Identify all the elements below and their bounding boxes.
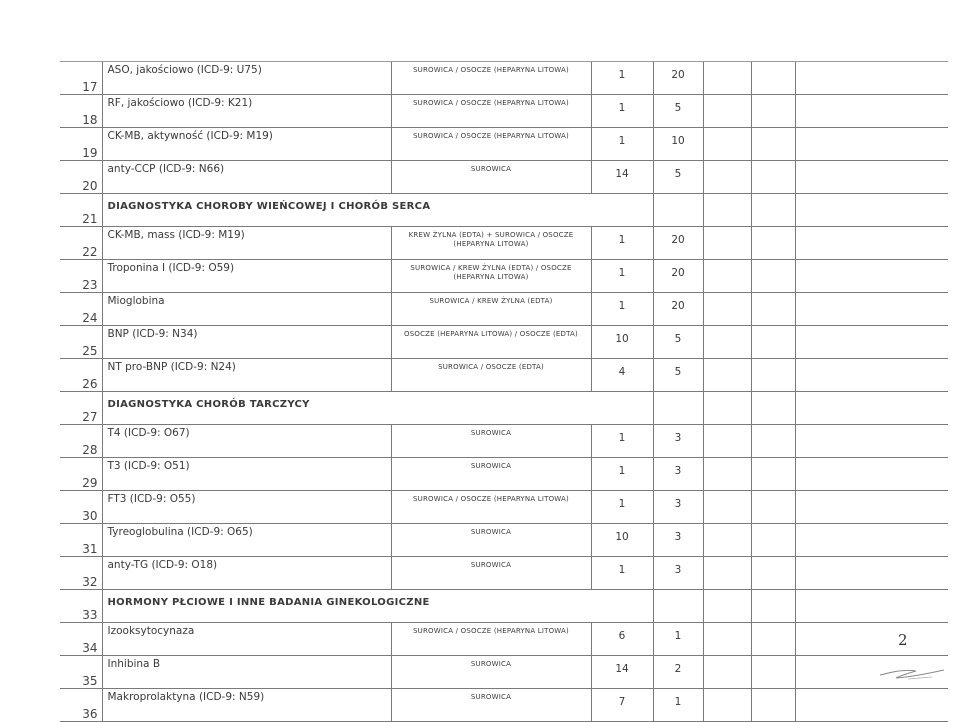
- empty-cell: [703, 656, 751, 689]
- value-quantity: 3: [653, 524, 703, 557]
- table-row: [60, 95, 948, 128]
- value-days: 1: [591, 260, 653, 293]
- test-name: T4 (ICD-9: O67): [102, 425, 391, 458]
- table-row: [60, 293, 948, 326]
- empty-cell: [591, 392, 653, 425]
- sample-material: SUROWICA: [391, 458, 591, 491]
- sample-material: SUROWICA / OSOCZE (HEPARYNA LITOWA): [391, 62, 591, 95]
- empty-cell: [795, 425, 948, 458]
- empty-cell: [591, 194, 653, 227]
- table-row: [60, 260, 948, 293]
- empty-cell: [703, 260, 751, 293]
- empty-cell: [751, 458, 795, 491]
- table-row: [60, 689, 948, 722]
- table-row: [60, 458, 948, 491]
- empty-cell: [751, 491, 795, 524]
- empty-cell: [703, 326, 751, 359]
- empty-cell: [703, 458, 751, 491]
- test-name: anty-CCP (ICD-9: N66): [102, 161, 391, 194]
- sample-material: SUROWICA / OSOCZE (EDTA): [391, 359, 591, 392]
- empty-cell: [751, 359, 795, 392]
- test-name: BNP (ICD-9: N34): [102, 326, 391, 359]
- test-name: Makroprolaktyna (ICD-9: N59): [102, 689, 391, 722]
- empty-cell: [703, 392, 751, 425]
- value-quantity: 1: [653, 689, 703, 722]
- empty-cell: [795, 557, 948, 590]
- empty-cell: [751, 524, 795, 557]
- empty-cell: [795, 458, 948, 491]
- sample-material: SUROWICA: [391, 656, 591, 689]
- value-quantity: 5: [653, 326, 703, 359]
- value-days: 4: [591, 359, 653, 392]
- empty-cell: [751, 326, 795, 359]
- empty-cell: [751, 293, 795, 326]
- empty-cell: [703, 491, 751, 524]
- value-days: 7: [591, 689, 653, 722]
- row-number: 28: [60, 425, 102, 458]
- empty-cell: [795, 392, 948, 425]
- empty-cell: [751, 689, 795, 722]
- row-number: 35: [60, 656, 102, 689]
- table-row: [60, 62, 948, 95]
- table-row: [60, 623, 948, 656]
- empty-cell: [703, 557, 751, 590]
- table-row: [60, 161, 948, 194]
- test-name: T3 (ICD-9: O51): [102, 458, 391, 491]
- value-days: 1: [591, 425, 653, 458]
- value-quantity: 2: [653, 656, 703, 689]
- row-number: 36: [60, 689, 102, 722]
- empty-cell: [703, 524, 751, 557]
- empty-cell: [795, 590, 948, 623]
- section-title: HORMONY PŁCIOWE I INNE BADANIA GINEKOLOGICZNE: [102, 590, 591, 623]
- sample-material: OSOCZE (HEPARYNA LITOWA) / OSOCZE (EDTA): [391, 326, 591, 359]
- value-quantity: 10: [653, 128, 703, 161]
- sample-material: SUROWICA / KREW ŻYLNA (EDTA) / OSOCZE (HEPARYNA LITOWA): [391, 260, 591, 293]
- empty-cell: [703, 227, 751, 260]
- test-name: Mioglobina: [102, 293, 391, 326]
- value-days: 1: [591, 62, 653, 95]
- row-number: 26: [60, 359, 102, 392]
- empty-cell: [751, 260, 795, 293]
- empty-cell: [703, 689, 751, 722]
- value-days: 6: [591, 623, 653, 656]
- empty-cell: [703, 359, 751, 392]
- value-days: 1: [591, 491, 653, 524]
- empty-cell: [795, 623, 948, 656]
- row-number: 25: [60, 326, 102, 359]
- value-quantity: 3: [653, 425, 703, 458]
- sample-material: SUROWICA: [391, 689, 591, 722]
- sample-material: SUROWICA: [391, 524, 591, 557]
- test-name: Inhibina B: [102, 656, 391, 689]
- empty-cell: [795, 326, 948, 359]
- sample-material: SUROWICA / OSOCZE (HEPARYNA LITOWA): [391, 491, 591, 524]
- empty-cell: [795, 227, 948, 260]
- test-name: NT pro-BNP (ICD-9: N24): [102, 359, 391, 392]
- row-number: 34: [60, 623, 102, 656]
- sample-material: SUROWICA / OSOCZE (HEPARYNA LITOWA): [391, 128, 591, 161]
- value-days: 1: [591, 128, 653, 161]
- empty-cell: [795, 260, 948, 293]
- table-row: [60, 227, 948, 260]
- value-days: 1: [591, 458, 653, 491]
- value-days: 1: [591, 95, 653, 128]
- test-name: CK-MB, mass (ICD-9: M19): [102, 227, 391, 260]
- sample-material: SUROWICA: [391, 557, 591, 590]
- value-quantity: 3: [653, 491, 703, 524]
- empty-cell: [795, 293, 948, 326]
- value-quantity: 20: [653, 227, 703, 260]
- row-number: 24: [60, 293, 102, 326]
- section-header-row: [60, 590, 948, 623]
- empty-cell: [703, 590, 751, 623]
- empty-cell: [795, 128, 948, 161]
- row-number: 31: [60, 524, 102, 557]
- value-quantity: 20: [653, 260, 703, 293]
- value-quantity: 5: [653, 359, 703, 392]
- sample-material: SUROWICA / KREW ŻYLNA (EDTA): [391, 293, 591, 326]
- row-number: 22: [60, 227, 102, 260]
- section-title: DIAGNOSTYKA CHOROBY WIEŃCOWEJ I CHORÓB SERCA: [102, 194, 591, 227]
- value-quantity: 3: [653, 557, 703, 590]
- value-days: 1: [591, 227, 653, 260]
- table-row: [60, 491, 948, 524]
- empty-cell: [703, 128, 751, 161]
- value-days: 14: [591, 161, 653, 194]
- empty-cell: [751, 656, 795, 689]
- empty-cell: [795, 95, 948, 128]
- row-number: 29: [60, 458, 102, 491]
- empty-cell: [751, 590, 795, 623]
- value-quantity: 20: [653, 293, 703, 326]
- empty-cell: [795, 194, 948, 227]
- empty-cell: [751, 425, 795, 458]
- value-days: 1: [591, 557, 653, 590]
- row-number: 18: [60, 95, 102, 128]
- empty-cell: [795, 491, 948, 524]
- test-name: CK-MB, aktywność (ICD-9: M19): [102, 128, 391, 161]
- test-name: Tyreoglobulina (ICD-9: O65): [102, 524, 391, 557]
- value-quantity: 5: [653, 161, 703, 194]
- empty-cell: [795, 161, 948, 194]
- empty-cell: [751, 557, 795, 590]
- section-header-row: [60, 392, 948, 425]
- sample-material: SUROWICA / OSOCZE (HEPARYNA LITOWA): [391, 623, 591, 656]
- row-number: 21: [60, 194, 102, 227]
- empty-cell: [751, 128, 795, 161]
- row-number: 19: [60, 128, 102, 161]
- test-name: RF, jakościowo (ICD-9: K21): [102, 95, 391, 128]
- sample-material: KREW ŻYLNA (EDTA) + SUROWICA / OSOCZE (HEPARYNA LITOWA): [391, 227, 591, 260]
- empty-cell: [703, 623, 751, 656]
- empty-cell: [751, 161, 795, 194]
- sample-material: SUROWICA / OSOCZE (HEPARYNA LITOWA): [391, 95, 591, 128]
- value-quantity: 3: [653, 458, 703, 491]
- empty-cell: [653, 590, 703, 623]
- empty-cell: [703, 293, 751, 326]
- table-row: [60, 524, 948, 557]
- empty-cell: [795, 524, 948, 557]
- value-days: 10: [591, 524, 653, 557]
- table-row: [60, 359, 948, 392]
- table-row: [60, 128, 948, 161]
- section-title: DIAGNOSTYKA CHORÓB TARCZYCY: [102, 392, 591, 425]
- empty-cell: [751, 392, 795, 425]
- row-number: 23: [60, 260, 102, 293]
- empty-cell: [653, 194, 703, 227]
- empty-cell: [751, 62, 795, 95]
- table-row: [60, 425, 948, 458]
- table-row: [60, 557, 948, 590]
- signature-mark: [878, 660, 948, 682]
- row-number: 32: [60, 557, 102, 590]
- empty-cell: [703, 194, 751, 227]
- test-name: FT3 (ICD-9: O55): [102, 491, 391, 524]
- empty-cell: [751, 194, 795, 227]
- sample-material: SUROWICA: [391, 161, 591, 194]
- test-name: anty-TG (ICD-9: O18): [102, 557, 391, 590]
- empty-cell: [703, 161, 751, 194]
- test-name: Izooksytocynaza: [102, 623, 391, 656]
- lab-tests-table: [60, 61, 948, 722]
- sample-material: SUROWICA: [391, 425, 591, 458]
- empty-cell: [703, 95, 751, 128]
- empty-cell: [703, 62, 751, 95]
- value-quantity: 20: [653, 62, 703, 95]
- section-header-row: [60, 194, 948, 227]
- value-days: 10: [591, 326, 653, 359]
- empty-cell: [751, 623, 795, 656]
- row-number: 20: [60, 161, 102, 194]
- empty-cell: [751, 95, 795, 128]
- empty-cell: [703, 425, 751, 458]
- empty-cell: [795, 359, 948, 392]
- value-days: 1: [591, 293, 653, 326]
- value-days: 14: [591, 656, 653, 689]
- row-number: 27: [60, 392, 102, 425]
- test-name: Troponina I (ICD-9: O59): [102, 260, 391, 293]
- table-row: [60, 656, 948, 689]
- empty-cell: [795, 689, 948, 722]
- empty-cell: [653, 392, 703, 425]
- empty-cell: [751, 227, 795, 260]
- row-number: 30: [60, 491, 102, 524]
- empty-cell: [591, 590, 653, 623]
- page-number: 2: [898, 631, 908, 649]
- empty-cell: [795, 62, 948, 95]
- test-name: ASO, jakościowo (ICD-9: U75): [102, 62, 391, 95]
- value-quantity: 1: [653, 623, 703, 656]
- value-quantity: 5: [653, 95, 703, 128]
- row-number: 17: [60, 62, 102, 95]
- row-number: 33: [60, 590, 102, 623]
- table-row: [60, 326, 948, 359]
